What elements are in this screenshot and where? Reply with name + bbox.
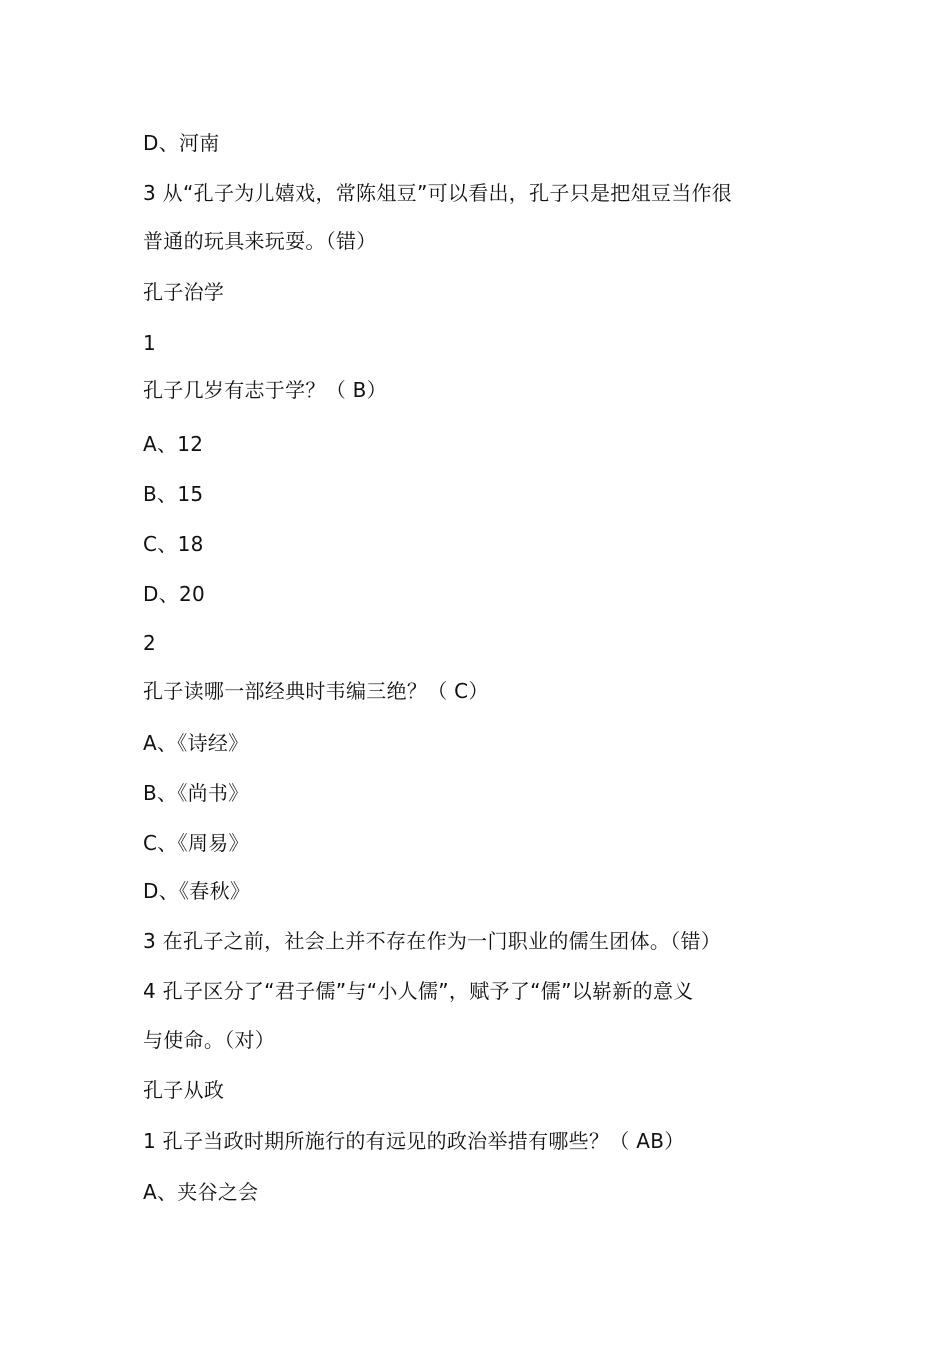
politics-option-a: A、夹谷之会 xyxy=(143,1180,259,1204)
question-3-continued: 普通的玩具来玩耍。（错） xyxy=(143,229,377,253)
option-a: A、12 xyxy=(143,432,204,456)
question-4-continued: 与使命。（对） xyxy=(143,1028,276,1052)
option-a-book: A、《诗经》 xyxy=(143,731,249,755)
option-c-book: C、《周易》 xyxy=(143,831,249,855)
politics-question-1: 1 孔子当政时期所施行的有远见的政治举措有哪些？（ AB） xyxy=(143,1129,685,1153)
section-heading-study: 孔子治学 xyxy=(143,280,225,304)
option-d: D、20 xyxy=(143,582,206,606)
question-number-2: 2 xyxy=(143,631,157,655)
question-3-confucian: 3 在孔子之前，社会上并不存在作为一门职业的儒生团体。（错） xyxy=(143,929,722,953)
section-heading-politics: 孔子从政 xyxy=(143,1078,225,1102)
question-number-1: 1 xyxy=(143,331,157,355)
question-3-text: 3 从“孔子为儿嬉戏，常陈俎豆”可以看出，孔子只是把俎豆当作很 xyxy=(143,181,733,205)
question-1-text: 孔子几岁有志于学？（ B） xyxy=(143,378,387,402)
question-4-text: 4 孔子区分了“君子儒”与“小人儒”，赋予了“儒”以崭新的意义 xyxy=(143,979,694,1003)
option-d-book: D、《春秋》 xyxy=(143,879,251,903)
option-d-henan: D、河南 xyxy=(143,131,220,155)
question-2-text: 孔子读哪一部经典时韦编三绝？（ C） xyxy=(143,679,489,703)
option-c: C、18 xyxy=(143,532,204,556)
option-b-book: B、《尚书》 xyxy=(143,781,249,805)
option-b: B、15 xyxy=(143,482,204,506)
